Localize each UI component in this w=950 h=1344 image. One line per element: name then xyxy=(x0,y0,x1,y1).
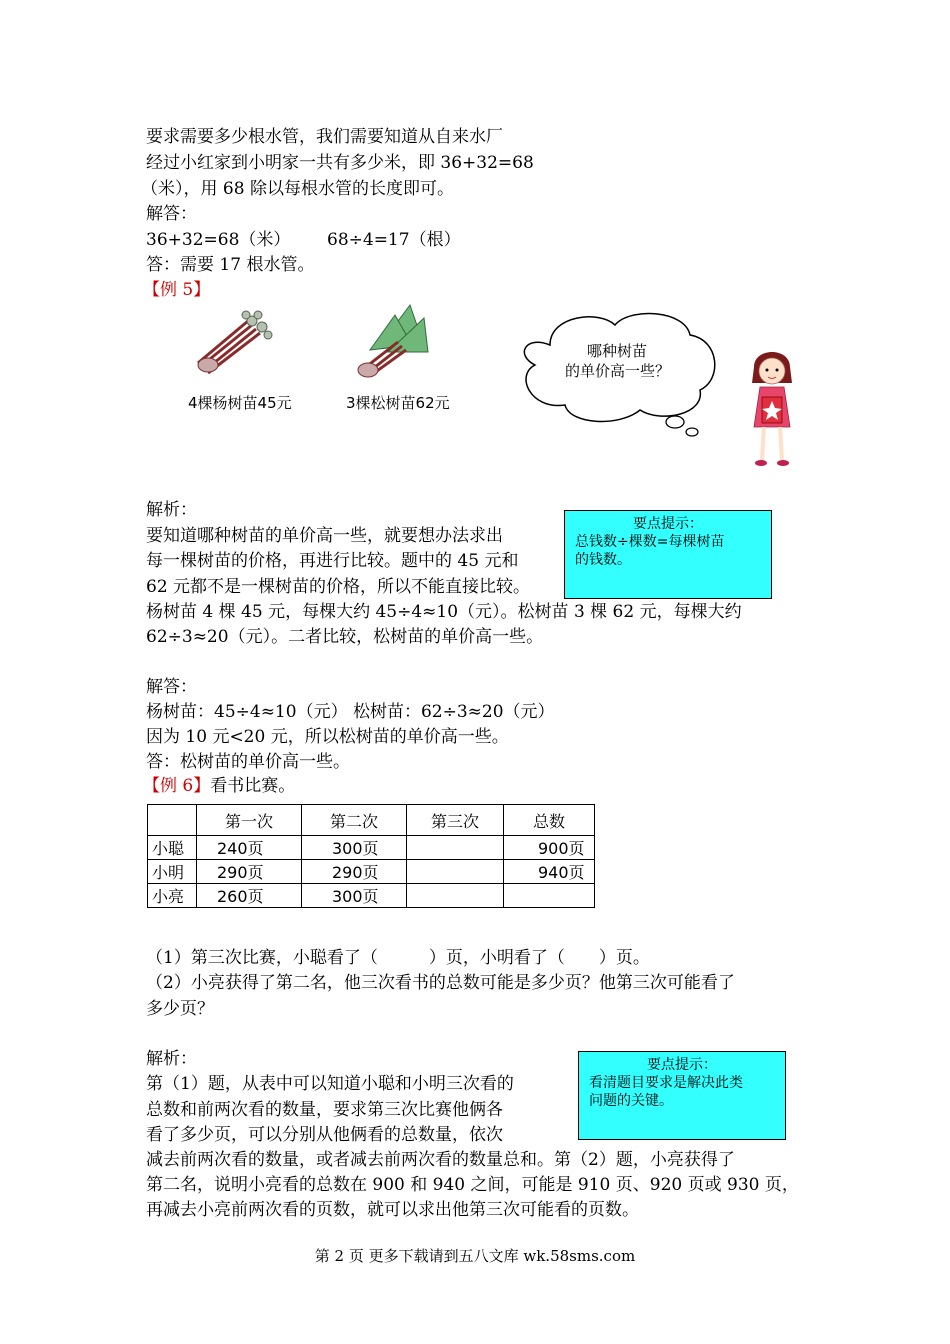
bubble-line-2: 的单价高一些？ xyxy=(565,362,671,380)
answer-1: 答：需要 17 根水管。 xyxy=(146,255,315,275)
example5-tip-line-2: 的钱数。 xyxy=(575,552,631,568)
example5-analysis-label: 解析： xyxy=(146,500,197,520)
table-cell: 240页 xyxy=(197,836,302,860)
example5-tip-title: 要点提示： xyxy=(633,516,703,532)
example6-tip-line-1: 看清题目要求是解决此类 xyxy=(589,1075,743,1091)
table-cell: 小聪 xyxy=(148,836,197,860)
table-header-cell: 第三次 xyxy=(407,805,504,836)
answer-label-1: 解答： xyxy=(146,204,197,224)
table-cell: 290页 xyxy=(197,860,302,884)
pine-caption: 3棵松树苗62元 xyxy=(346,394,450,412)
example6-title: 看书比赛。 xyxy=(210,776,296,796)
example6-analysis-line-6: 再减去小亮前两次看的页数，就可以求出他第三次可能看的页数。 xyxy=(146,1200,639,1220)
table-cell: 300页 xyxy=(302,836,407,860)
example6-analysis-line-5: 第二名，说明小亮看的总数在 900 和 940 之间，可能是 910 页、920 页或 930 页， xyxy=(146,1175,799,1195)
table-cell xyxy=(407,884,504,908)
pine-sapling-image xyxy=(340,300,440,385)
example5-answer-line-2: 因为 10 元<20 元，所以松树苗的单价高一些。 xyxy=(146,727,509,747)
poplar-caption: 4棵杨树苗45元 xyxy=(188,394,292,412)
table-row xyxy=(148,860,595,884)
example5-answer-line-3: 答：松树苗的单价高一些。 xyxy=(146,752,350,772)
table-cell xyxy=(407,860,504,884)
intro-line-3: （米），用 68 除以每根水管的长度即可。 xyxy=(141,179,454,199)
example6-tip-line-2: 问题的关键。 xyxy=(589,1093,673,1109)
table-cell: 290页 xyxy=(302,860,407,884)
example5-analysis-line-1: 要知道哪种树苗的单价高一些，就要想办法求出 xyxy=(146,526,503,546)
example5-analysis-line-3: 62 元都不是一棵树苗的价格，所以不能直接比较。 xyxy=(146,577,531,597)
example5-answer-label: 解答： xyxy=(146,677,197,697)
example5-analysis-line-2: 每一棵树苗的价格，再进行比较。题中的 45 元和 xyxy=(146,551,519,571)
table-row xyxy=(148,884,595,908)
calc-line-1b: 68÷4=17（根） xyxy=(327,230,461,250)
example5-answer-line-1: 杨树苗：45÷4≈10（元） 松树苗：62÷3≈20（元） xyxy=(146,702,555,722)
bubble-line-1: 哪种树苗 xyxy=(587,342,648,360)
table-cell xyxy=(407,836,504,860)
intro-line-1: 要求需要多少根水管，我们需要知道从自来水厂 xyxy=(146,127,503,147)
table-header-cell: 第二次 xyxy=(302,805,407,836)
table-header-cell: 总数 xyxy=(504,805,595,836)
example6-question-3: 多少页？ xyxy=(146,999,214,1019)
example5-analysis-line-5: 62÷3≈20（元）。二者比较，松树苗的单价高一些。 xyxy=(146,627,544,647)
example5-tip-box xyxy=(564,510,772,599)
example6-question-1: （1）第三次比赛，小聪看了（ ）页，小明看了（ ）页。 xyxy=(146,948,650,968)
table-header-cell xyxy=(148,805,197,836)
example6-analysis-label: 解析： xyxy=(146,1049,197,1069)
example6-heading xyxy=(143,773,295,799)
example6-analysis-line-2: 总数和前两次看的数量，要求第三次比赛他俩各 xyxy=(146,1100,503,1120)
example6-analysis-line-4: 减去前两次看的数量，或者减去前两次看的数量总和。第（2）题，小亮获得了 xyxy=(146,1150,735,1170)
table-header-cell: 第一次 xyxy=(197,805,302,836)
poplar-sapling-image xyxy=(180,305,280,385)
page-footer: 第 2 页 更多下载请到五八文库 wk.58sms.com xyxy=(314,1247,636,1265)
girl-image xyxy=(740,345,805,470)
table-cell: 小亮 xyxy=(148,884,197,908)
table-cell: 300页 xyxy=(302,884,407,908)
table-cell: 小明 xyxy=(148,860,197,884)
table-cell xyxy=(504,884,595,908)
example6-analysis-line-1: 第（1）题，从表中可以知道小聪和小明三次看的 xyxy=(146,1074,514,1094)
table-cell: 260页 xyxy=(197,884,302,908)
example6-analysis-line-3: 看了多少页，可以分别从他俩看的总数量，依次 xyxy=(146,1125,503,1145)
table-row xyxy=(148,836,595,860)
example5-analysis-line-4: 杨树苗 4 棵 45 元，每棵大约 45÷4≈10（元）。松树苗 3 棵 62 元，每棵大约 xyxy=(146,602,742,622)
example6-tip-box xyxy=(578,1051,786,1140)
example6-label: 【例 6】 xyxy=(143,776,211,796)
table-header-row xyxy=(148,805,595,836)
calc-line-1a: 36+32=68（米） xyxy=(146,230,291,250)
table-cell: 900页 xyxy=(504,836,595,860)
table-cell: 940页 xyxy=(504,860,595,884)
intro-line-2: 经过小红家到小明家一共有多少米，即 36+32=68 xyxy=(146,153,534,173)
reading-contest-table xyxy=(147,804,595,908)
example6-tip-title: 要点提示： xyxy=(647,1057,717,1073)
example5-tip-line-1: 总钱数÷棵数=每棵树苗 xyxy=(575,534,725,550)
example6-question-2: （2）小亮获得了第二名，他三次看书的总数可能是多少页？他第三次可能看了 xyxy=(146,973,735,993)
example5-label: 【例 5】 xyxy=(143,280,211,300)
